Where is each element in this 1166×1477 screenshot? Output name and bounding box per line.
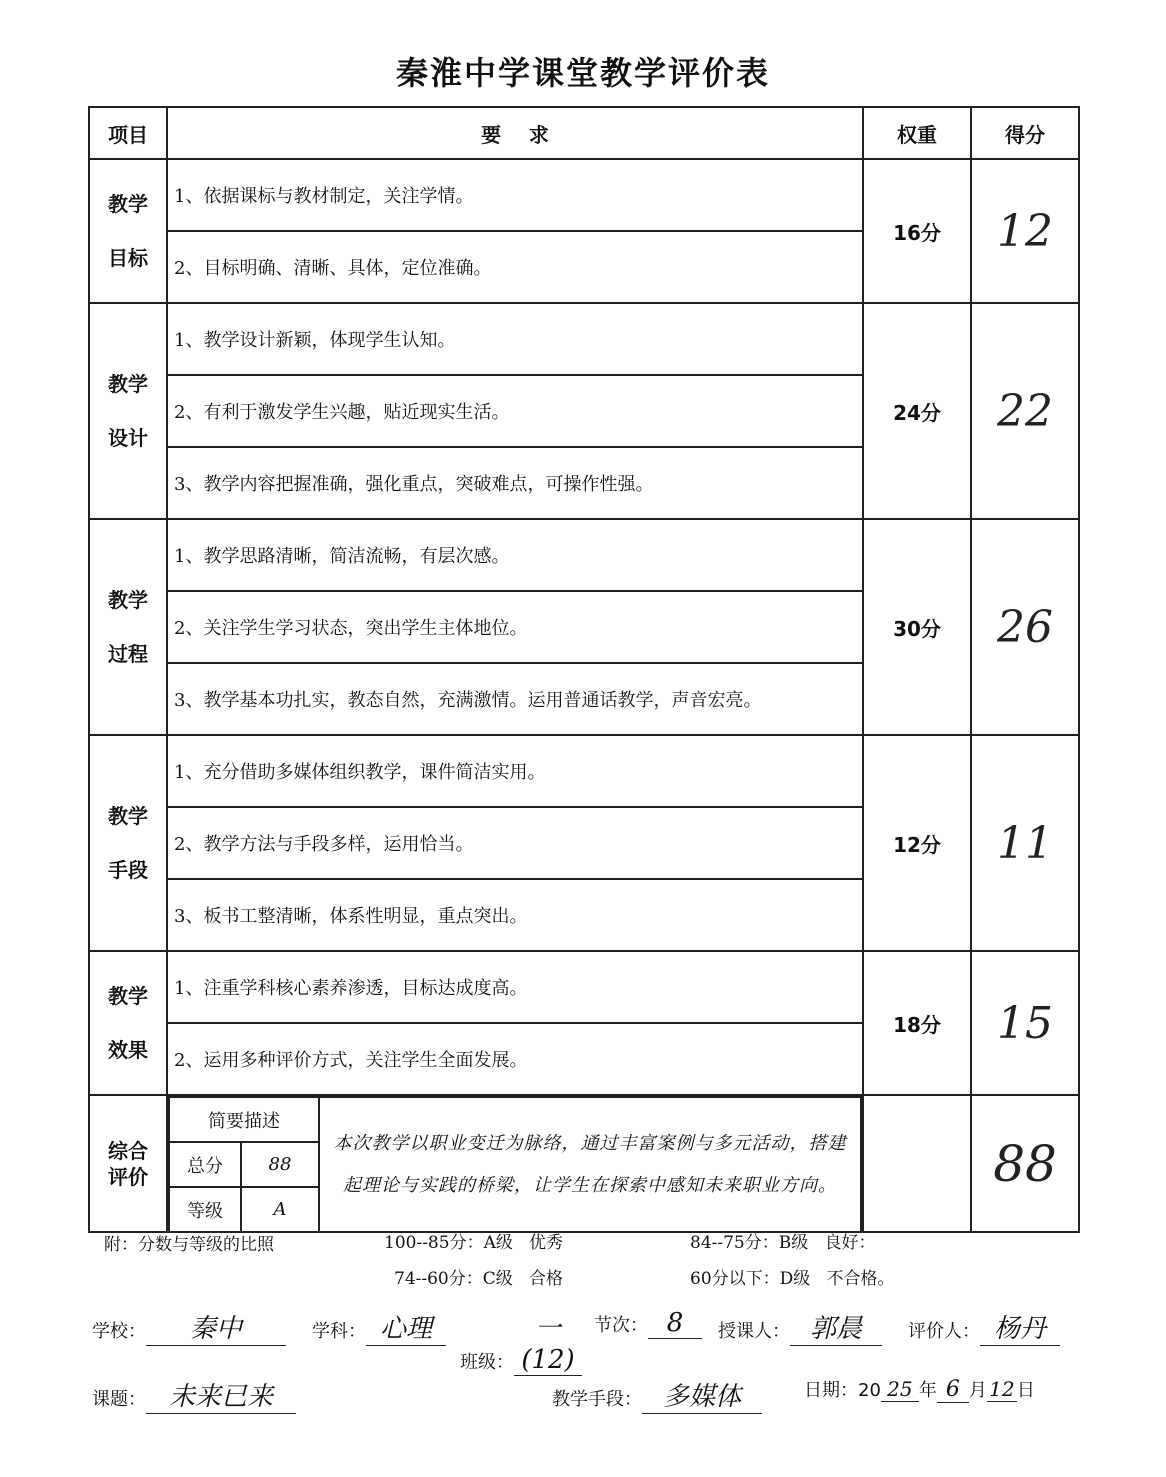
requirement-item: 1、充分借助多媒体组织教学，课件简洁实用。 <box>167 735 863 807</box>
desc-label: 简要描述 <box>169 1097 319 1142</box>
weight-value: 18分 <box>863 951 971 1095</box>
summary-detail <box>167 1095 863 1232</box>
requirement-item: 2、关注学生学习状态，突出学生主体地位。 <box>167 591 863 663</box>
header-weight: 权重 <box>863 107 971 159</box>
header-row <box>89 107 1079 159</box>
table-row <box>89 735 1079 807</box>
day-value: 12 <box>987 1377 1017 1402</box>
section-label: 教学 目标 <box>89 159 167 303</box>
summary-score: 88 <box>971 1095 1079 1232</box>
table-row <box>89 303 1079 375</box>
section-label: 教学 过程 <box>89 519 167 735</box>
class-field: 班级：一(12) <box>460 1308 582 1376</box>
grade-value: A <box>241 1187 319 1231</box>
requirement-item: 1、教学设计新颖，体现学生认知。 <box>167 303 863 375</box>
grade-note-a: 100--85分：A级 优秀 <box>384 1233 564 1253</box>
requirement-item: 2、目标明确、清晰、具体，定位准确。 <box>167 231 863 303</box>
requirement-item: 2、教学方法与手段多样，运用恰当。 <box>167 807 863 879</box>
requirement-item: 1、注重学科核心素养渗透，目标达成度高。 <box>167 951 863 1023</box>
requirement-item: 2、运用多种评价方式，关注学生全面发展。 <box>167 1023 863 1095</box>
grade-note-c: 74--60分：C级 合格 <box>394 1269 563 1289</box>
header-requirement: 要 求 <box>167 107 863 159</box>
summary-weight-empty <box>863 1095 971 1232</box>
summary-row <box>89 1095 1079 1232</box>
requirement-item: 2、有利于激发学生兴趣，贴近现实生活。 <box>167 375 863 447</box>
school-value: 秦中 <box>146 1308 286 1346</box>
teacher-value: 郭晨 <box>790 1308 882 1346</box>
header-item: 项目 <box>89 107 167 159</box>
method-field: 教学手段： 多媒体 <box>552 1376 762 1414</box>
grade-note-b: 84--75分：B级 良好： <box>690 1233 876 1253</box>
summary-inner-table <box>168 1096 862 1231</box>
score-value: 11 <box>971 735 1079 951</box>
topic-field: 课题： 未来已来 <box>92 1376 296 1414</box>
requirement-item: 1、教学思路清晰，简洁流畅，有层次感。 <box>167 519 863 591</box>
evaluator-value: 杨丹 <box>980 1308 1060 1346</box>
month-value: 6 <box>937 1377 969 1403</box>
year-value: 25 <box>881 1377 919 1402</box>
table-row <box>89 519 1079 591</box>
requirement-item: 3、教学基本功扎实，教态自然，充满激情。运用普通话教学，声音宏亮。 <box>167 663 863 735</box>
grade-label: 等级 <box>169 1187 241 1231</box>
section-label: 教学 效果 <box>89 951 167 1095</box>
period-value: 8 <box>648 1308 702 1339</box>
score-value: 12 <box>971 159 1079 303</box>
score-value: 26 <box>971 519 1079 735</box>
requirement-item: 3、板书工整清晰，体系性明显，重点突出。 <box>167 879 863 951</box>
subject-field: 学科： 心理 <box>312 1308 446 1346</box>
method-value: 多媒体 <box>642 1376 762 1414</box>
weight-value: 24分 <box>863 303 971 519</box>
grade-note-intro: 附：分数与等级的比照 <box>104 1235 274 1255</box>
total-label: 总分 <box>169 1142 241 1187</box>
requirement-item: 3、教学内容把握准确，强化重点，突破难点，可操作性强。 <box>167 447 863 519</box>
school-field: 学校： 秦中 <box>92 1308 286 1346</box>
header-score: 得分 <box>971 107 1079 159</box>
table-row <box>89 951 1079 1023</box>
section-label: 教学 手段 <box>89 735 167 951</box>
score-value: 15 <box>971 951 1079 1095</box>
description-text: 本次教学以职业变迁为脉络，通过丰富案例与多元活动，搭建起理论与实践的桥梁，让学生在探索中感知未来职业方向。 <box>319 1097 861 1231</box>
subject-value: 心理 <box>366 1308 446 1346</box>
topic-value: 未来已来 <box>146 1376 296 1414</box>
section-label: 教学 设计 <box>89 303 167 519</box>
teacher-field: 授课人： 郭晨 <box>718 1308 882 1346</box>
score-value: 22 <box>971 303 1079 519</box>
evaluation-table <box>88 106 1080 1233</box>
date-field: 日期：20 25 年 6 月 12 日 <box>804 1377 1035 1402</box>
summary-label: 综合 评价 <box>89 1095 167 1232</box>
requirement-item: 1、依据课标与教材制定，关注学情。 <box>167 159 863 231</box>
grade-note-d: 60分以下：D级 不合格。 <box>690 1269 895 1289</box>
weight-value: 30分 <box>863 519 971 735</box>
weight-value: 12分 <box>863 735 971 951</box>
period-field: 节次： 8 <box>594 1308 702 1339</box>
total-value: 88 <box>241 1142 319 1187</box>
table-row <box>89 159 1079 231</box>
evaluator-field: 评价人： 杨丹 <box>908 1308 1060 1346</box>
class-value: 一(12) <box>514 1308 582 1376</box>
weight-value: 16分 <box>863 159 971 303</box>
page-title: 秦淮中学课堂教学评价表 <box>395 54 770 92</box>
